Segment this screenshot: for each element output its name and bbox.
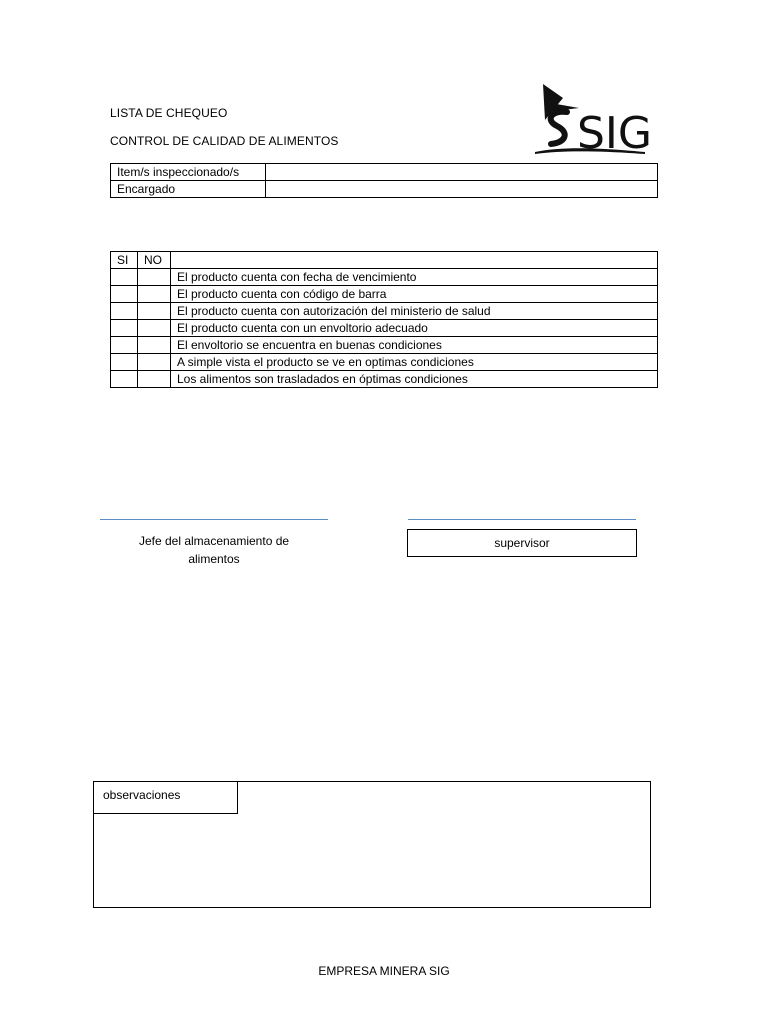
table-row — [111, 354, 658, 371]
checklist-table — [110, 251, 658, 388]
table-row — [111, 286, 658, 303]
info-table — [110, 163, 658, 198]
si-checkbox[interactable] — [111, 303, 138, 320]
checklist-item: El producto cuenta con fecha de vencimiento — [171, 269, 658, 286]
checklist-item: El producto cuenta con autorización del ministerio de salud — [171, 303, 658, 320]
info-label: Item/s inspeccionado/s — [111, 164, 266, 181]
si-checkbox[interactable] — [111, 371, 138, 388]
sig-logo-text: SIG — [577, 108, 651, 157]
observations-label: observaciones — [94, 782, 238, 814]
sig-logo — [533, 82, 651, 157]
no-checkbox[interactable] — [138, 286, 171, 303]
table-row — [111, 337, 658, 354]
si-checkbox[interactable] — [111, 320, 138, 337]
col-item-header — [171, 252, 658, 269]
right-signature-label: supervisor — [494, 536, 550, 550]
supervisor-box — [407, 529, 637, 557]
no-checkbox[interactable] — [138, 320, 171, 337]
checklist-item: El producto cuenta con código de barra — [171, 286, 658, 303]
table-row — [111, 303, 658, 320]
checklist-header-row — [111, 252, 658, 269]
doc-title: LISTA DE CHEQUEO — [110, 106, 228, 120]
info-value-field[interactable] — [266, 181, 658, 198]
si-checkbox[interactable] — [111, 269, 138, 286]
checklist-item: El envoltorio se encuentra en buenas condiciones — [171, 337, 658, 354]
left-signature-label: Jefe del almacenamiento de alimentos — [138, 534, 290, 566]
table-row — [111, 371, 658, 388]
no-checkbox[interactable] — [138, 303, 171, 320]
si-checkbox[interactable] — [111, 337, 138, 354]
col-si-header: SI — [111, 252, 138, 269]
checklist-item: El producto cuenta con un envoltorio adecuado — [171, 320, 658, 337]
no-checkbox[interactable] — [138, 371, 171, 388]
no-checkbox[interactable] — [138, 269, 171, 286]
info-label: Encargado — [111, 181, 266, 198]
col-no-header: NO — [138, 252, 171, 269]
checklist-item: A simple vista el producto se ve en optimas condiciones — [171, 354, 658, 371]
doc-subtitle: CONTROL DE CALIDAD DE ALIMENTOS — [110, 134, 339, 148]
no-checkbox[interactable] — [138, 337, 171, 354]
table-row — [111, 320, 658, 337]
table-row — [111, 164, 658, 181]
right-signature-line[interactable] — [408, 519, 636, 520]
no-checkbox[interactable] — [138, 354, 171, 371]
table-row — [111, 269, 658, 286]
table-row — [111, 181, 658, 198]
left-signature-line[interactable] — [100, 519, 328, 520]
info-value-field[interactable] — [266, 164, 658, 181]
observations-box[interactable] — [93, 781, 651, 908]
si-checkbox[interactable] — [111, 354, 138, 371]
checklist-item: Los alimentos son trasladados en óptimas condiciones — [171, 371, 658, 388]
si-checkbox[interactable] — [111, 286, 138, 303]
footer-company: EMPRESA MINERA SIG — [318, 964, 450, 978]
